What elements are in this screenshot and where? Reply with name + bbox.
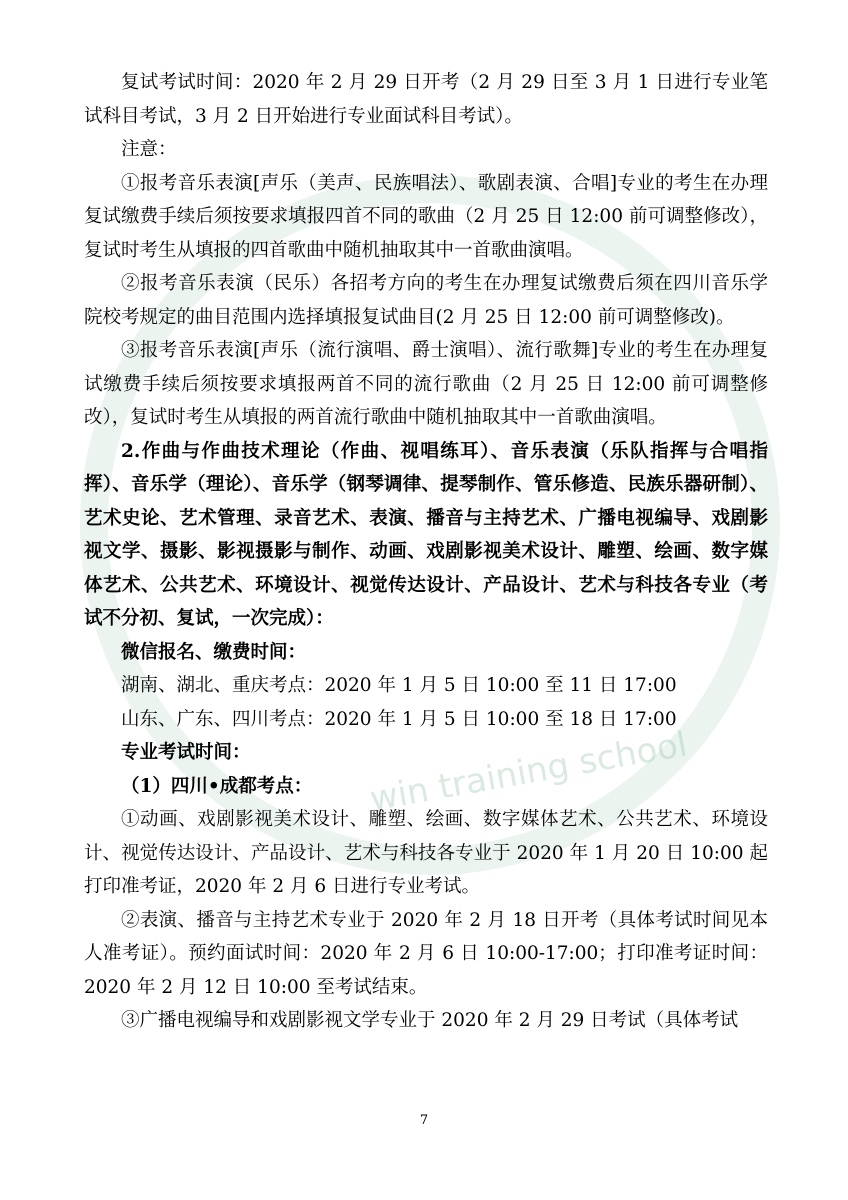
paragraph-chengdu-item-2: ②表演、播音与主持艺术专业于 2020 年 2 月 18 日开考（具体考试时间见本人准考证）。预约面试时间：2020 年 2 月 6 日 10:00-17:00；打印准考证时间：2020 年 2 月 12 日 10:00 至考试结束。	[84, 909, 768, 998]
paragraph-chengdu-item-3: ③广播电视编导和戏剧影视文学专业于 2020 年 2 月 29 日考试（具体考试	[121, 1010, 739, 1031]
paragraph-retest-time: 复试考试时间：2020 年 2 月 29 日开考（2 月 29 日至 3 月 1 日进行专业笔试科目考试，3 月 2 日开始进行专业面试科目考试）。	[84, 72, 768, 127]
registration-time-line-2: 山东、广东、四川考点：2020 年 1 月 5 日 10:00 至 18 日 17:00	[121, 708, 677, 730]
watermark-text: win training school	[366, 724, 691, 820]
registration-time-line-1: 湖南、湖北、重庆考点：2020 年 1 月 5 日 10:00 至 11 日 17:00	[121, 675, 677, 696]
subheading-exam-time: 专业考试时间：	[121, 742, 251, 763]
document-body	[84, 66, 768, 1038]
paragraph-note-2: ②报考音乐表演（民乐）各招考方向的考生在办理复试缴费后须在四川音乐学院校考规定的曲目范围内选择填报复试曲目(2 月 25 日 12:00 前可调整修改)。	[84, 273, 768, 328]
subheading-registration-time: 微信报名、缴费时间：	[121, 641, 307, 663]
paragraph-chengdu-item-1: ①动画、戏剧影视美术设计、雕塑、绘画、数字媒体艺术、公共艺术、环境设计、视觉传达设计、产品设计、艺术与科技各专业于 2020 年 1 月 20 日 10:00 起打印准考证，2020 年 2 月 6 日进行专业考试。	[84, 809, 768, 897]
subheading-chengdu-site: （1）四川•成都考点：	[121, 775, 313, 797]
section-heading-majors: 2.作曲与作曲技术理论（作曲、视唱练耳）、音乐表演（乐队指挥与合唱指挥）、音乐学（理论）、音乐学（钢琴调律、提琴制作、管乐修造、民族乐器研制）、艺术史论、艺术管理、录音艺术、表演、播音与主持艺术、广播电视编导、戏剧影视文学、摄影、影视摄影与制作、动画、戏剧影视美术设计、雕塑、绘画、数字媒体艺术、公共艺术、环境设计、视觉传达设计、产品设计、艺术与科技各专业（考试不分初、复试，一次完成）：	[84, 440, 768, 629]
paragraph-notice-heading: 注意：	[121, 139, 177, 160]
paragraph-note-1: ①报考音乐表演[声乐（美声、民族唱法）、歌剧表演、合唱]专业的考生在办理复试缴费手续后须按要求填报四首不同的歌曲（2 月 25 日 12:00 前可调整修改），复试时考生从填报的四首歌曲中随机抽取其中一首歌曲演唱。	[84, 172, 768, 261]
paragraph-note-3: ③报考音乐表演[声乐（流行演唱、爵士演唱）、流行歌舞]专业的考生在办理复试缴费手续后须按要求填报两首不同的流行歌曲（2 月 25 日 12:00 前可调整修改），复试时考生从填报的两首流行歌曲中随机抽取其中一首歌曲演唱。	[84, 340, 768, 428]
page-number: 7	[419, 1113, 429, 1128]
